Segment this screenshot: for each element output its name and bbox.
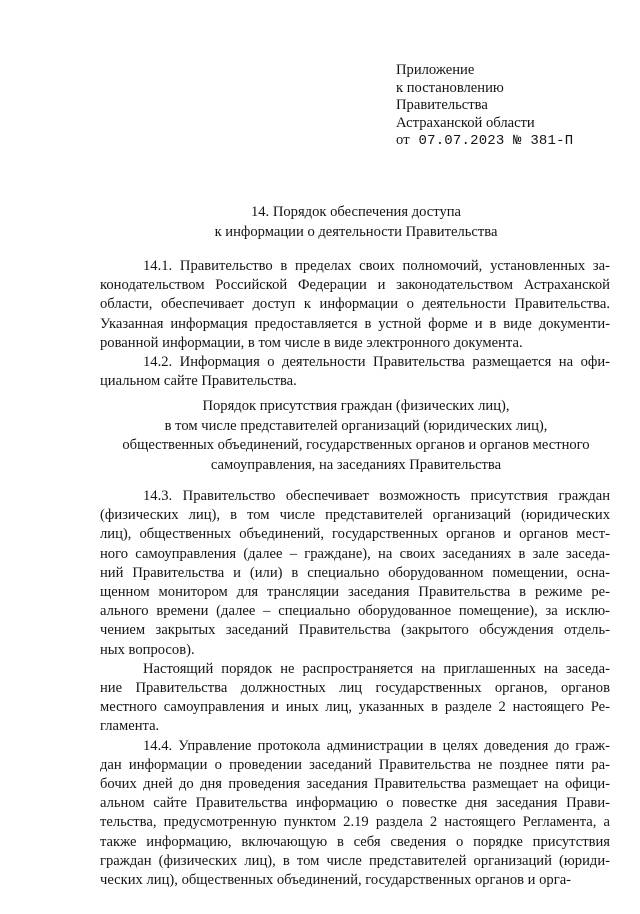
paragraph-line: циальном сайте Правительства. [100, 373, 297, 390]
paragraph-line: местного самоуправления и иных лиц, указанных в разделе 2 настоящего Ре- [100, 699, 610, 716]
paragraph-line: 14.2. Информация о деятельности Правительства размещается на офи- [143, 354, 610, 371]
paragraph-line: (физических лиц), в том числе представителей организаций (юридических [100, 507, 610, 524]
paragraph-line: ческих лиц), общественных объединений, государственных органов и орга- [100, 872, 572, 889]
paragraph [100, 660, 610, 737]
heading-line: Порядок присутствия граждан (физических лиц), [202, 398, 510, 414]
appendix-line: Астраханской области [396, 114, 535, 131]
paragraph-line: граждан (физических лиц), в том числе представителей организаций (юриди- [100, 852, 610, 869]
paragraph-line: бочих дней до дня проведения заседания Правительства размещает на офици- [100, 776, 610, 793]
subsection-heading [100, 397, 612, 475]
paragraph-line: также информацию, включающую в себя сведения о порядке присутствия [100, 833, 610, 850]
paragraph-line: конодательством Российской Федерации и законодательством Астраханской [100, 277, 610, 294]
paragraph [100, 487, 610, 660]
appendix-line: Приложение [396, 62, 475, 78]
paragraph-line: ального времени (далее – специально оборудованное помещение), за исклю- [100, 603, 610, 620]
paragraph-line: тельства, предусмотренную пунктом 2.19 раздела 2 настоящего Регламента, а [100, 814, 610, 831]
paragraph-line: ного самоуправления (далее – граждане), на своих заседаниях в зале заседа- [100, 545, 610, 562]
order-prefix: от [396, 132, 410, 149]
heading-line: самоуправления, на заседаниях Правительства [210, 456, 502, 473]
section-heading [100, 203, 612, 242]
paragraph-line: области, обеспечивает доступ к информации о деятельности Правительства. [100, 296, 610, 313]
heading-line: в том числе представителей организаций (юридических лиц), [164, 417, 548, 434]
paragraph-line: альном сайте Правительства информацию о повестке дня заседания Прави- [100, 795, 610, 812]
paragraph-line: ний Правительства и (или) в специально оборудованном помещении, осна- [100, 564, 610, 581]
paragraph-line: Указанная информация предоставляется в устной форме и в виде документи- [100, 315, 610, 332]
paragraph-line: чением закрытых заседаний Правительства (закрытого обсуждения отдель- [100, 622, 610, 639]
paragraph-line: Настоящий порядок не распространяется на приглашенных на заседа- [143, 660, 610, 677]
appendix-line: к постановлению [396, 79, 504, 96]
paragraph [100, 353, 610, 391]
heading-line: 14. Порядок обеспечения доступа [250, 204, 462, 220]
appendix-header [396, 62, 626, 151]
appendix-line: Правительства [396, 97, 488, 114]
paragraph-line: 14.4. Управление протокола администрации в целях доведения до граж- [143, 737, 610, 754]
paragraph-line: гламента. [100, 718, 160, 735]
paragraph-line: ных вопросов). [100, 641, 195, 658]
paragraph [100, 257, 610, 353]
heading-line: к информации о деятельности Правительства [214, 223, 498, 240]
order-date-number [396, 132, 626, 151]
paragraph-line: рованной информации, в том числе в виде электронного документа. [100, 334, 523, 351]
paragraph-line: лиц), общественных объединений, государственных органов и органов мест- [100, 526, 610, 543]
paragraph-line: ние Правительства должностных лиц государственных органов, органов [100, 680, 610, 697]
paragraph-line: 14.3. Правительство обеспечивает возможность присутствия граждан [143, 488, 610, 504]
paragraph-line: 14.1. Правительство в пределах своих полномочий, установленных за- [143, 258, 610, 274]
paragraph-line: щенном монитором для трансляции заседания Правительства в режиме ре- [100, 584, 610, 601]
body-block-2 [100, 487, 610, 890]
body-block-1 [100, 257, 610, 391]
heading-line: общественных объединений, государственных органов и органов местного [122, 437, 590, 453]
paragraph [100, 737, 610, 891]
order-number: 07.07.2023 № 381-П [418, 133, 574, 150]
paragraph-line: дан информации о проведении заседаний Правительства не позднее пяти ра- [100, 756, 610, 773]
